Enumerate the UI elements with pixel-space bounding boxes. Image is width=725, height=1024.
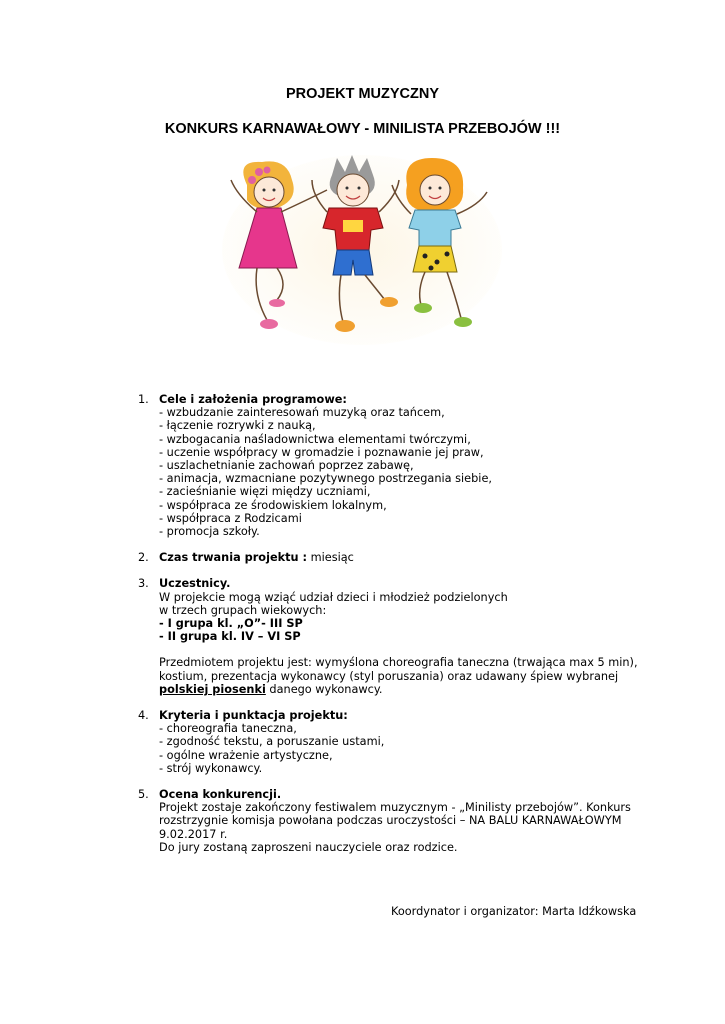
project-description-line: danego wykonawcy. <box>265 682 383 696</box>
evaluation-line: Projekt zostaje zakończony festiwalem muzycznym - „Minilisty przebojów”. Konkurs <box>159 801 631 815</box>
section-number: 1. <box>138 393 149 406</box>
goal-line: - promocja szkoły. <box>159 525 260 539</box>
criteria-line: - strój wykonawcy. <box>159 761 263 775</box>
goal-line: - zacieśnianie więzi między uczniami, <box>159 485 371 499</box>
project-description-line: kostium, prezentacja wykonawcy (styl poruszania) oraz udawany śpiew wybranej <box>159 669 619 683</box>
document-title: PROJEKT MUZYCZNY <box>285 86 440 102</box>
section-number: 3. <box>138 577 149 591</box>
duration-value: miesiąc <box>307 551 354 565</box>
goal-line: - współpraca z Rodzicami <box>159 511 302 525</box>
goal-line: - uczenie współpracy w gromadzie i poznawanie jej praw, <box>159 445 484 459</box>
polish-song-emphasis: polskiej piosenki <box>159 682 266 696</box>
program-list <box>138 393 658 854</box>
section-number: 4. <box>138 709 149 723</box>
section-heading: Ocena konkurencji. <box>159 788 282 802</box>
section-heading: Cele i założenia programowe: <box>159 393 347 406</box>
evaluation-line: rozstrzygnie komisja powołana podczas uroczystości – NA BALU KARNAWAŁOWYM <box>159 814 622 828</box>
section-evaluation <box>138 788 658 854</box>
goal-line: - łączenie rozrywki z nauką, <box>159 419 316 433</box>
coordinator-signature: Koordynator i organizator: Marta Idźkowska <box>391 905 637 918</box>
goal-line: - animacja, wzmacniane pozytywnego postrzegania siebie, <box>159 472 492 486</box>
document-subtitle: KONKURS KARNAWAŁOWY - MINILISTA PRZEBOJÓW !!! <box>164 121 561 137</box>
section-heading: Kryteria i punktacja projektu: <box>159 709 348 723</box>
evaluation-line: 9.02.2017 r. <box>159 827 228 841</box>
section-heading: Czas trwania projektu : <box>159 551 308 565</box>
project-description-line: Przedmiotem projektu jest: wymyślona choreografia taneczna (trwająca max 5 min), <box>159 656 638 670</box>
criteria-line: - choreografia taneczna, <box>159 722 297 736</box>
criteria-line: - ogólne wrażenie artystyczne, <box>159 748 333 762</box>
evaluation-line: Do jury zostaną zaproszeni nauczyciele oraz rodzice. <box>159 840 458 854</box>
dancing-children-illustration <box>217 150 507 350</box>
goal-line: - wzbudzanie zainteresowań muzyką oraz tańcem, <box>159 406 445 420</box>
section-number: 5. <box>138 788 149 802</box>
section-duration <box>138 551 658 564</box>
age-group: - II grupa kl. IV – VI SP <box>159 630 301 644</box>
section-number: 2. <box>138 551 149 565</box>
goal-line: - wzbogacania naśladownictwa elementami twórczymi, <box>159 432 471 446</box>
age-group: - I grupa kl. „O”- III SP <box>159 617 303 631</box>
participants-line: w trzech grupach wiekowych: <box>159 603 327 617</box>
section-criteria <box>138 709 658 775</box>
goal-line: - współpraca ze środowiskiem lokalnym, <box>159 498 387 512</box>
goal-line: - uszlachetnianie zachowań poprzez zabawę, <box>159 459 414 473</box>
section-heading: Uczestnicy. <box>159 577 231 591</box>
section-goals <box>138 393 658 538</box>
section-participants <box>138 577 658 696</box>
participants-line: W projekcie mogą wziąć udział dzieci i młodzież podzielonych <box>159 590 508 604</box>
criteria-line: - zgodność tekstu, a poruszanie ustami, <box>159 735 385 749</box>
